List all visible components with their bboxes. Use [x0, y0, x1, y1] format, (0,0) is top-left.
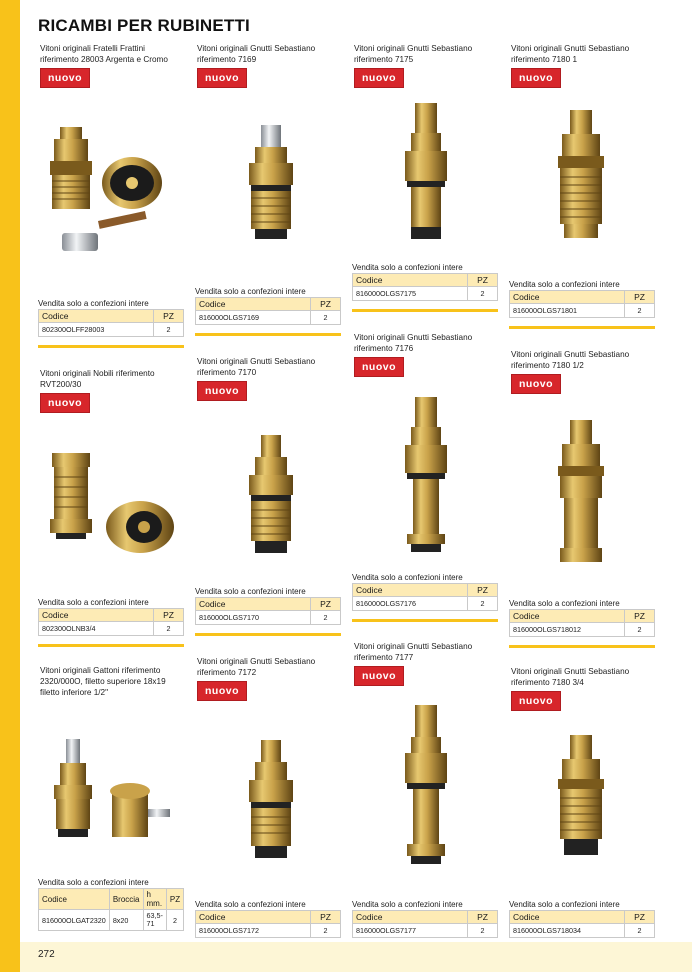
- codice-header: Codice: [353, 274, 468, 287]
- sale-note: Vendita solo a confezioni intere: [509, 280, 620, 289]
- pz-header: PZ: [154, 609, 184, 622]
- valve-image-71801: [540, 105, 625, 255]
- pz-value: 2: [468, 287, 498, 301]
- product-header-9: [40, 665, 188, 698]
- pz-value: 2: [625, 623, 655, 637]
- order-box-11: [352, 900, 498, 938]
- sale-note: Vendita solo a confezioni intere: [38, 878, 149, 887]
- codice-header: Codice: [39, 609, 154, 622]
- pz-value: 2: [311, 611, 341, 625]
- order-table: [38, 888, 184, 931]
- sale-note: Vendita solo a confezioni intere: [195, 587, 306, 596]
- valve-image-7177: [385, 700, 470, 875]
- order-table: [509, 290, 655, 318]
- order-box-8: [509, 599, 655, 648]
- order-table: [509, 609, 655, 637]
- pz-value: 2: [311, 311, 341, 325]
- new-badge: nuovo: [354, 357, 404, 377]
- valve-image-28003: [40, 115, 180, 265]
- product-title: Vitoni originali Gnutti Sebastiano riferimento 7180 1/2: [511, 350, 630, 370]
- pz-header: PZ: [154, 310, 184, 323]
- order-table: [195, 597, 341, 625]
- product-header-12: [511, 666, 659, 711]
- product-title: Vitoni originali Gnutti Sebastiano riferimento 7176: [354, 333, 473, 353]
- pz-header: PZ: [311, 598, 341, 611]
- codice-header: Codice: [510, 911, 625, 924]
- sale-note: Vendita solo a confezioni intere: [195, 287, 306, 296]
- sale-note: Vendita solo a confezioni intere: [195, 900, 306, 909]
- page-title: RICAMBI PER RUBINETTI: [38, 16, 250, 35]
- new-badge: nuovo: [197, 68, 247, 88]
- table-row: [510, 924, 655, 938]
- order-table: [195, 297, 341, 325]
- order-box-1: [38, 299, 184, 348]
- divider: [38, 644, 184, 647]
- pz-header: PZ: [468, 911, 498, 924]
- order-box-10: [195, 900, 341, 938]
- product-header-8: [511, 349, 659, 394]
- order-box-2: [195, 287, 341, 336]
- valve-image-gattoni: [40, 735, 180, 850]
- divider: [352, 619, 498, 622]
- product-header-10: [197, 656, 345, 701]
- product-title: Vitoni originali Gnutti Sebastiano riferimento 7172: [197, 657, 316, 677]
- order-box-12: [509, 900, 655, 938]
- pz-value: 2: [625, 304, 655, 318]
- codice-header: Codice: [510, 291, 625, 304]
- product-code: 816000OLGS7175: [353, 287, 468, 301]
- product-code: 802300OLFF28003: [39, 323, 154, 337]
- valve-image-7172: [225, 735, 320, 870]
- divider: [352, 309, 498, 312]
- new-badge: nuovo: [354, 666, 404, 686]
- pz-header: PZ: [625, 610, 655, 623]
- codice-header: Codice: [196, 598, 311, 611]
- product-header-1: [40, 43, 188, 88]
- broccia-value: 8x20: [109, 910, 143, 931]
- product-title: Vitoni originali Nobili riferimento RVT200/30: [40, 369, 155, 389]
- pz-header: PZ: [468, 274, 498, 287]
- product-title: Vitoni originali Gattoni riferimento 2320/000O, filetto superiore 18x19 filetto inferiore 1/2": [40, 666, 166, 697]
- product-title: Vitoni originali Gnutti Sebastiano riferimento 7180 3/4: [511, 667, 630, 687]
- sale-note: Vendita solo a confezioni intere: [352, 900, 463, 909]
- product-code: 816000OLGAT2320: [39, 910, 110, 931]
- new-badge: nuovo: [197, 681, 247, 701]
- codice-header: Codice: [39, 889, 110, 910]
- divider: [509, 645, 655, 648]
- codice-header: Codice: [353, 911, 468, 924]
- table-row: [196, 311, 341, 325]
- product-code: 816000OLGS718034: [510, 924, 625, 938]
- order-box-3: [352, 263, 498, 312]
- order-box-6: [195, 587, 341, 636]
- footer-band: [20, 942, 692, 972]
- product-header-6: [197, 356, 345, 401]
- table-row: [39, 323, 184, 337]
- divider: [38, 345, 184, 348]
- pz-value: 2: [154, 323, 184, 337]
- order-table: [509, 910, 655, 938]
- pz-value: 2: [154, 622, 184, 636]
- new-badge: nuovo: [511, 374, 561, 394]
- product-code: 816000OLGS71801: [510, 304, 625, 318]
- product-code: 816000OLGS7170: [196, 611, 311, 625]
- new-badge: nuovo: [40, 393, 90, 413]
- product-title: Vitoni originali Gnutti Sebastiano riferimento 7180 1: [511, 44, 630, 64]
- new-badge: nuovo: [197, 381, 247, 401]
- new-badge: nuovo: [354, 68, 404, 88]
- new-badge: nuovo: [511, 691, 561, 711]
- product-code: 816000OLGS7169: [196, 311, 311, 325]
- codice-header: Codice: [510, 610, 625, 623]
- pz-value: 2: [625, 924, 655, 938]
- table-row: [39, 910, 184, 931]
- order-box-5: [38, 598, 184, 647]
- codice-header: Codice: [353, 584, 468, 597]
- new-badge: nuovo: [40, 68, 90, 88]
- product-title: Vitoni originali Gnutti Sebastiano riferimento 7177: [354, 642, 473, 662]
- product-title: Vitoni originali Gnutti Sebastiano riferimento 7169: [197, 44, 316, 64]
- product-header-2: [197, 43, 345, 88]
- valve-image-718012: [540, 415, 625, 570]
- product-code: 816000OLGS718012: [510, 623, 625, 637]
- sale-note: Vendita solo a confezioni intere: [38, 299, 149, 308]
- h-mm-value: 63,5- 71: [143, 910, 166, 931]
- pz-header: PZ: [625, 911, 655, 924]
- broccia-header: Broccia: [109, 889, 143, 910]
- h-mm-header: h mm.: [143, 889, 166, 910]
- side-accent-bar: [0, 0, 20, 972]
- codice-header: Codice: [196, 298, 311, 311]
- codice-header: Codice: [196, 911, 311, 924]
- order-box-7: [352, 573, 498, 622]
- product-code: 816000OLGS7176: [353, 597, 468, 611]
- order-table: [352, 910, 498, 938]
- order-table: [352, 273, 498, 301]
- product-code: 816000OLGS7177: [353, 924, 468, 938]
- order-table: [38, 309, 184, 337]
- pz-value: 2: [468, 924, 498, 938]
- product-title: Vitoni originali Gnutti Sebastiano riferimento 7170: [197, 357, 316, 377]
- product-header-3: [354, 43, 502, 88]
- product-title: Vitoni originali Fratelli Frattini riferimento 28003 Argenta e Cromo: [40, 44, 168, 64]
- valve-image-7170: [225, 430, 320, 570]
- valve-image-7169: [225, 120, 320, 255]
- sale-note: Vendita solo a confezioni intere: [38, 598, 149, 607]
- product-header-4: [511, 43, 659, 88]
- divider: [195, 633, 341, 636]
- product-header-7: [354, 332, 502, 377]
- sale-note: Vendita solo a confezioni intere: [352, 573, 463, 582]
- valve-image-rvt200: [40, 445, 180, 575]
- divider: [509, 326, 655, 329]
- table-row: [353, 597, 498, 611]
- sale-note: Vendita solo a confezioni intere: [352, 263, 463, 272]
- order-table: [195, 910, 341, 938]
- valve-image-7176: [385, 392, 470, 562]
- sale-note: Vendita solo a confezioni intere: [509, 599, 620, 608]
- pz-header: PZ: [625, 291, 655, 304]
- valve-image-718034: [540, 730, 625, 875]
- order-table: [352, 583, 498, 611]
- order-box-4: [509, 280, 655, 329]
- product-code: 802300OLNB3/4: [39, 622, 154, 636]
- table-row: [510, 623, 655, 637]
- pz-value: 2: [311, 924, 341, 938]
- order-box-9: [38, 878, 184, 931]
- table-row: [39, 622, 184, 636]
- table-row: [510, 304, 655, 318]
- page-number: 272: [38, 949, 55, 960]
- table-row: [196, 924, 341, 938]
- new-badge: nuovo: [511, 68, 561, 88]
- order-table: [38, 608, 184, 636]
- pz-header: PZ: [166, 889, 183, 910]
- pz-header: PZ: [468, 584, 498, 597]
- table-row: [353, 924, 498, 938]
- pz-value: 2: [468, 597, 498, 611]
- product-code: 816000OLGS7172: [196, 924, 311, 938]
- product-header-11: [354, 641, 502, 686]
- table-row: [353, 287, 498, 301]
- pz-header: PZ: [311, 911, 341, 924]
- pz-value: 2: [166, 910, 183, 931]
- codice-header: Codice: [39, 310, 154, 323]
- pz-header: PZ: [311, 298, 341, 311]
- valve-image-7175: [385, 98, 470, 258]
- divider: [195, 333, 341, 336]
- table-row: [196, 611, 341, 625]
- sale-note: Vendita solo a confezioni intere: [509, 900, 620, 909]
- product-title: Vitoni originali Gnutti Sebastiano riferimento 7175: [354, 44, 473, 64]
- product-header-5: [40, 368, 188, 413]
